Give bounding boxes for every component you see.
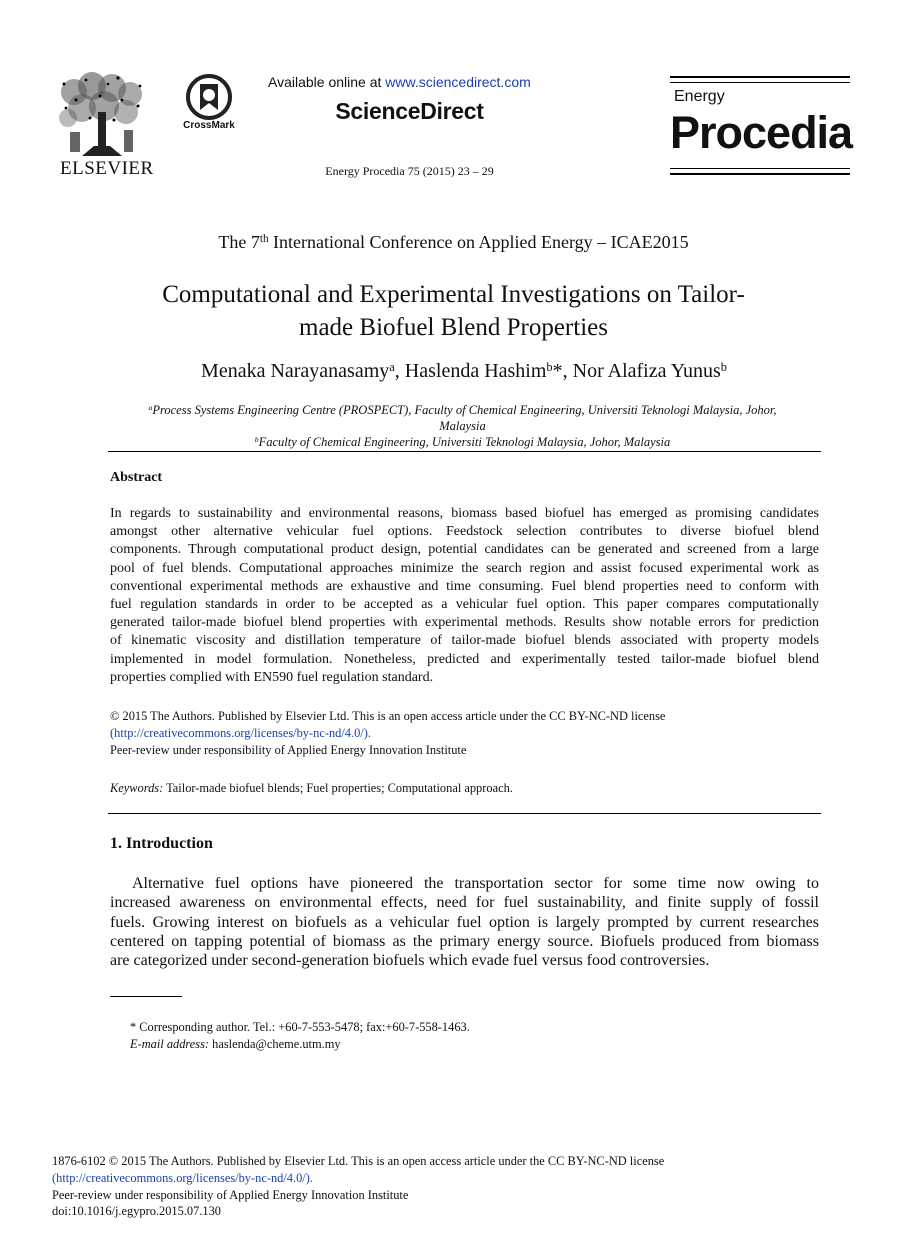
paragraph-line: are categorized under second-generation biofuels which evade fuel versus food controversies. [110,952,710,970]
author-name: Menaka Narayanasamy [201,360,390,382]
introduction-body [110,874,819,970]
affiliations [60,402,865,450]
abstract-heading: Abstract [110,470,163,485]
paragraph-line: pool of fuel blends. Computational approaches minimize the search region and assist focused experimental work as [110,560,819,576]
abstract-body [110,505,819,687]
crossmark-badge[interactable] [180,74,240,134]
crossmark-icon [186,74,232,120]
masthead-rule-bottom2 [670,173,850,175]
masthead-journal-name: Procedia [670,107,853,158]
keywords-label: Keywords: [110,781,164,795]
conference-name: The 7th International Conference on Applied Energy – ICAE2015 [218,232,689,252]
paragraph-line: conventional experimental methods are exhaustive and time consuming. Fuel blend properties need to conform with [110,578,819,594]
affiliation-b: $^b$Faculty of Chemical Engineering, Universiti Teknologi Malaysia, Johor, Malaysia [254,435,671,449]
corresponding-author-note: * Corresponding author. Tel.: +60-7-553-5478; fax:+60-7-558-1463. [130,1020,470,1034]
paper-title-line2: made Biofuel Blend Properties [299,314,608,341]
affiliation-a: $^a$Process Systems Engineering Centre (PROSPECT), Faculty of Chemical Engineering, Universiti Teknologi Malaysia, Johor, [148,403,777,417]
doi: doi:10.1016/j.egypro.2015.07.130 [52,1204,221,1219]
footer-license-link[interactable]: (http://creativecommons.org/licenses/by-nc-nd/4.0/). [52,1170,313,1185]
email-address: haslenda@cheme.utm.my [209,1037,341,1051]
license-link[interactable]: (http://creativecommons.org/licenses/by-nc-nd/4.0/). [110,726,371,740]
paper-title [60,278,847,344]
paragraph-line: centered on tapping potential of biomass as the primary energy source. Biofuels produced from biomass [110,932,819,950]
paragraph-line: increased awareness on environmental effects, need for fuel sustainability, and finite supply of fossil [110,894,819,912]
elsevier-tree-icon [52,72,152,160]
issn-license-line: 1876-6102 © 2015 The Authors. Published by Elsevier Ltd. This is an open access article under the CC BY-NC-ND license [52,1154,665,1168]
author-list: Menaka Narayanasamy$^a$, Haslenda Hashim$^b$*, Nor Alafiza Yunus$^b$ [201,359,727,382]
available-online-prefix: Available online at [268,74,386,90]
divider-bottom [108,813,821,814]
masthead-rule-top1 [670,76,850,78]
paragraph-line: Alternative fuel options have pioneered the transportation sector for some time now owing to [132,875,819,892]
elsevier-logo [52,72,152,180]
masthead-rule-bottom1 [670,168,850,169]
sciencedirect-title: ScienceDirect [335,98,484,124]
affiliation-a-cont: Malaysia [439,419,486,433]
available-online [268,74,568,90]
energy-procedia-masthead [670,74,852,178]
crossmark-label: CrossMark [183,120,235,131]
masthead-kicker: Energy [674,88,725,105]
page-footer [52,1153,852,1220]
paragraph-line: In regards to sustainability and environmental reasons, biomass based biofuel has emerged as promising candidates [110,506,819,521]
footnote [130,1019,810,1053]
corresponding-mark: * [552,360,563,382]
masthead-rule-top2 [670,82,850,83]
journal-citation: Energy Procedia 75 (2015) 23 – 29 [325,164,494,178]
paragraph-line: amongst other alternative vehicular fuel options. Feedstock selection contributes to diverse biofuel blend [110,524,819,540]
paragraph-line: properties complied with EN590 fuel regulation standard. [110,669,434,685]
email-note: E-mail address: haslenda@cheme.utm.my [130,1037,341,1051]
keywords [110,781,819,796]
paragraph-line: of kinematic viscosity and distillation temperature of tailor-made biofuel blends associated with property models [110,633,819,649]
divider-top [108,451,821,452]
section-heading-introduction: 1. Introduction [110,835,213,852]
paragraph-line: fuel regulation standards in order to be accepted as a vehicular fuel option. This paper compares computationally [110,597,819,613]
paragraph-line: implemented in model formulation. Nonetheless, predicted and experimentally tested tailor-made biofuel blend [110,651,819,667]
peer-review-line: Peer-review under responsibility of Applied Energy Innovation Institute [110,743,467,757]
license-line: © 2015 The Authors. Published by Elsevier Ltd. This is an open access article under the CC BY-NC-ND license [110,709,666,723]
paragraph-line: generated tailor-made biofuel blend properties with experimental methods. Results show notable errors for prediction [110,615,819,631]
elsevier-wordmark: ELSEVIER [60,158,154,179]
paragraph-line: components. Through computational product design, potential candidates can be generated and screened from a large [110,542,819,558]
sciencedirect-link[interactable]: www.sciencedirect.com [385,74,531,90]
author-name: Nor Alafiza Yunus [572,360,721,382]
footnote-rule [110,996,182,997]
keywords-text: Tailor-made biofuel blends; Fuel properties; Computational approach. [163,781,513,795]
footer-peer-review: Peer-review under responsibility of Applied Energy Innovation Institute [52,1187,409,1202]
paper-title-line1: Computational and Experimental Investigations on Tailor- [162,281,745,308]
author-name: Haslenda Hashim [404,360,547,382]
license-block [110,708,819,759]
paragraph-line: fuels. Growing interest on biofuels as a vehicular fuel option is largely prompted by current researches [110,913,819,931]
